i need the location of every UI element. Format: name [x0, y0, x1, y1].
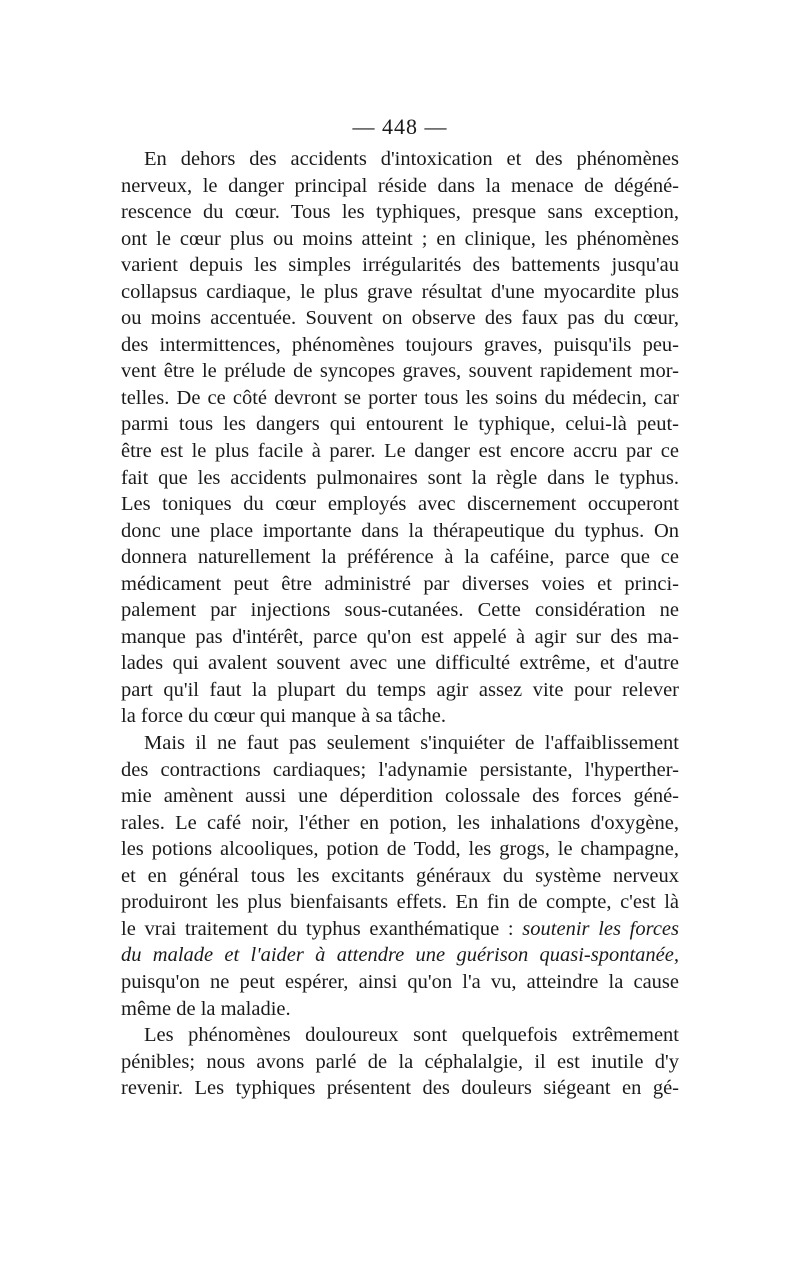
text-line: Mais il ne faut pas seulement s'inquiéter de l'affaiblissement [144, 732, 679, 755]
text-line: les potions alcooliques, potion de Todd, les grogs, le champagne, [121, 838, 679, 861]
body-text [121, 146, 679, 1102]
text-line: rales. Le café noir, l'éther en potion, les inhalations d'oxygène, [121, 811, 679, 834]
text-line: collapsus cardiaque, le plus grave résultat d'une myocardite plus [121, 280, 679, 303]
text-line: part qu'il faut la plupart du temps agir assez vite pour relever [121, 678, 679, 701]
text-line: rescence du cœur. Tous les typhiques, presque sans exception, [121, 201, 679, 224]
text-line: nerveux, le danger principal réside dans la menace de dégéné- [121, 174, 679, 197]
text-line: produiront les plus bienfaisants effets. En fin de compte, c'est là [121, 891, 679, 914]
text-line: et en général tous les excitants généraux du système nerveux [121, 864, 679, 887]
text-line: palement par injections sous-cutanées. Cette considération ne [121, 599, 679, 622]
italic-emphasis: du malade et l'aider à attendre une guérison quasi-spontanée, [121, 944, 679, 967]
paragraph-3 [121, 1022, 679, 1102]
text-line: la force du cœur qui manque à sa tâche. [121, 705, 447, 728]
text-line: être est le plus facile à parer. Le danger est encore accru par ce [121, 440, 679, 463]
text-line: puisqu'on ne peut espérer, ainsi qu'on l'a vu, atteindre la cause [121, 970, 679, 993]
text-line: ont le cœur plus ou moins atteint ; en clinique, les phénomènes [121, 227, 679, 250]
text-line: même de la maladie. [121, 997, 291, 1020]
text-line: pénibles; nous avons parlé de la céphalalgie, il est inutile d'y [121, 1050, 679, 1073]
text-line: mie amènent aussi une déperdition colossale des forces géné- [121, 785, 679, 808]
text-line: manque pas d'intérêt, parce qu'on est appelé à agir sur des ma- [121, 625, 679, 648]
paragraph-1 [121, 146, 679, 730]
paragraph-2 [121, 730, 679, 1022]
text-line-mixed [121, 916, 679, 943]
text-line-italic [121, 942, 679, 969]
text-line: Les toniques du cœur employés avec discernement occuperont [121, 493, 679, 516]
text-line: vent être le prélude de syncopes graves, souvent rapidement mor- [121, 360, 679, 383]
text-line: donnera naturellement la préférence à la caféine, parce que ce [121, 546, 679, 569]
text-line: fait que les accidents pulmonaires sont la règle dans le typhus. [121, 466, 679, 489]
text-line: revenir. Les typhiques présentent des douleurs siégeant en gé- [121, 1077, 679, 1100]
text-line: donc une place importante dans la thérapeutique du typhus. On [121, 519, 679, 542]
text-line: varient depuis les simples irrégularités des battements jusqu'au [121, 254, 679, 277]
text-line: des intermittences, phénomènes toujours graves, puisqu'ils peu- [121, 333, 679, 356]
italic-emphasis: soutenir les forces [522, 917, 679, 940]
text-line: Les phénomènes douloureux sont quelquefois extrêmement [144, 1024, 679, 1047]
text-segment: le vrai traitement du typhus exanthématique : [121, 917, 523, 940]
text-line: ou moins accentuée. Souvent on observe des faux pas du cœur, [121, 307, 679, 330]
text-line: médicament peut être administré par diverses voies et princi- [121, 572, 679, 595]
text-line: des contractions cardiaques; l'adynamie persistante, l'hyperther- [121, 758, 679, 781]
text-line: En dehors des accidents d'intoxication et des phénomènes [144, 148, 679, 170]
text-line: lades qui avalent souvent avec une difficulté extrême, et d'autre [121, 652, 679, 675]
text-line: parmi tous les dangers qui entourent le typhique, celui-là peut- [121, 413, 679, 436]
text-line: telles. De ce côté devront se porter tous les soins du médecin, car [121, 386, 679, 409]
page-number: — 448 — [352, 114, 448, 139]
